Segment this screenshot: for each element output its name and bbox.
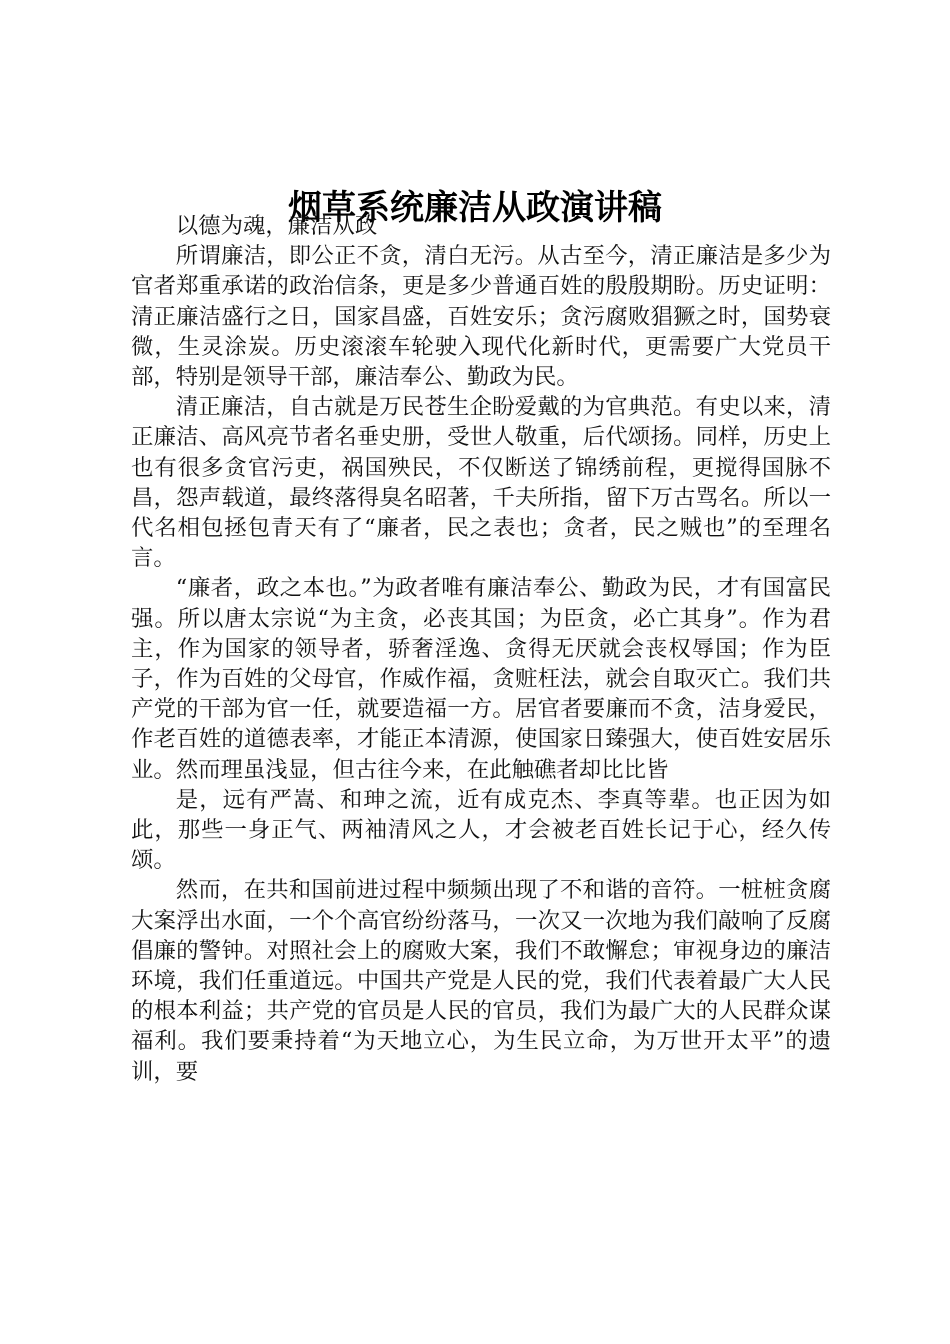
paragraph-5: 然而，在共和国前进过程中频频出现了不和谐的音符。一桩桩贪腐大案浮出水面，一个个高官纷纷落马，一次又一次地为我们敲响了反腐倡廉的警钟。对照社会上的腐败大案，我们不敢懈怠；审视身边的廉洁环境，我们任重道远。中国共产党是人民的党，我们代表着最广大人民的根本利益；共产党的官员是人民的官员，我们为最广大的人民群众谋福利。我们要秉持着“为天地立心，为生民立命，为万世开太平”的遗训，要 bbox=[131, 877, 831, 1085]
document-subtitle: 以德为魂，廉洁从政 bbox=[175, 213, 378, 239]
document-body bbox=[131, 209, 831, 1087]
paragraph-3: “廉者，政之本也。”为政者唯有廉洁奉公、勤政为民，才有国富民强。所以唐太宗说“为主贪，必丧其国；为臣贪，必亡其身”。作为君主，作为国家的领导者，骄奢淫逸、贪得无厌就会丧权辱国；作为臣子，作为百姓的父母官，作威作福，贪赃枉法，就会自取灭亡。我们共产党的干部为官一任，就要造福一方。居官者要廉而不贪，洁身爱民，作老百姓的道德表率，才能正本清源，使国家日臻强大，使百姓安居乐业。然而理虽浅显，但古往今来，在此触礁者却比比皆 bbox=[131, 575, 831, 783]
document-title: 烟草系统廉洁从政演讲稿 bbox=[288, 188, 662, 228]
paragraph-2: 清正廉洁，自古就是万民苍生企盼爱戴的为官典范。有史以来，清正廉洁、高风亮节者名垂史册，受世人敬重，后代颂扬。同样，历史上也有很多贪官污吏，祸国殃民，不仅断送了锦绣前程，更搅得国脉不昌，怨声载道，最终落得臭名昭著，千夫所指，留下万古骂名。所以一代名相包拯包青天有了“廉者，民之表也；贪者，民之贼也”的至理名言。 bbox=[131, 394, 831, 572]
paragraph-4: 是，远有严嵩、和珅之流，近有成克杰、李真等辈。也正因为如此，那些一身正气、两袖清风之人，才会被老百姓长记于心，经久传颂。 bbox=[131, 786, 831, 874]
paragraph-1: 所谓廉洁，即公正不贪，清白无污。从古至今，清正廉洁是多少为官者郑重承诺的政治信条，更是多少普通百姓的殷殷期盼。历史证明：清正廉洁盛行之日，国家昌盛，百姓安乐；贪污腐败猖獗之时，国势衰微，生灵涂炭。历史滚滚车轮驶入现代化新时代，更需要广大党员干部，特别是领导干部，廉洁奉公、勤政为民。 bbox=[131, 243, 831, 391]
